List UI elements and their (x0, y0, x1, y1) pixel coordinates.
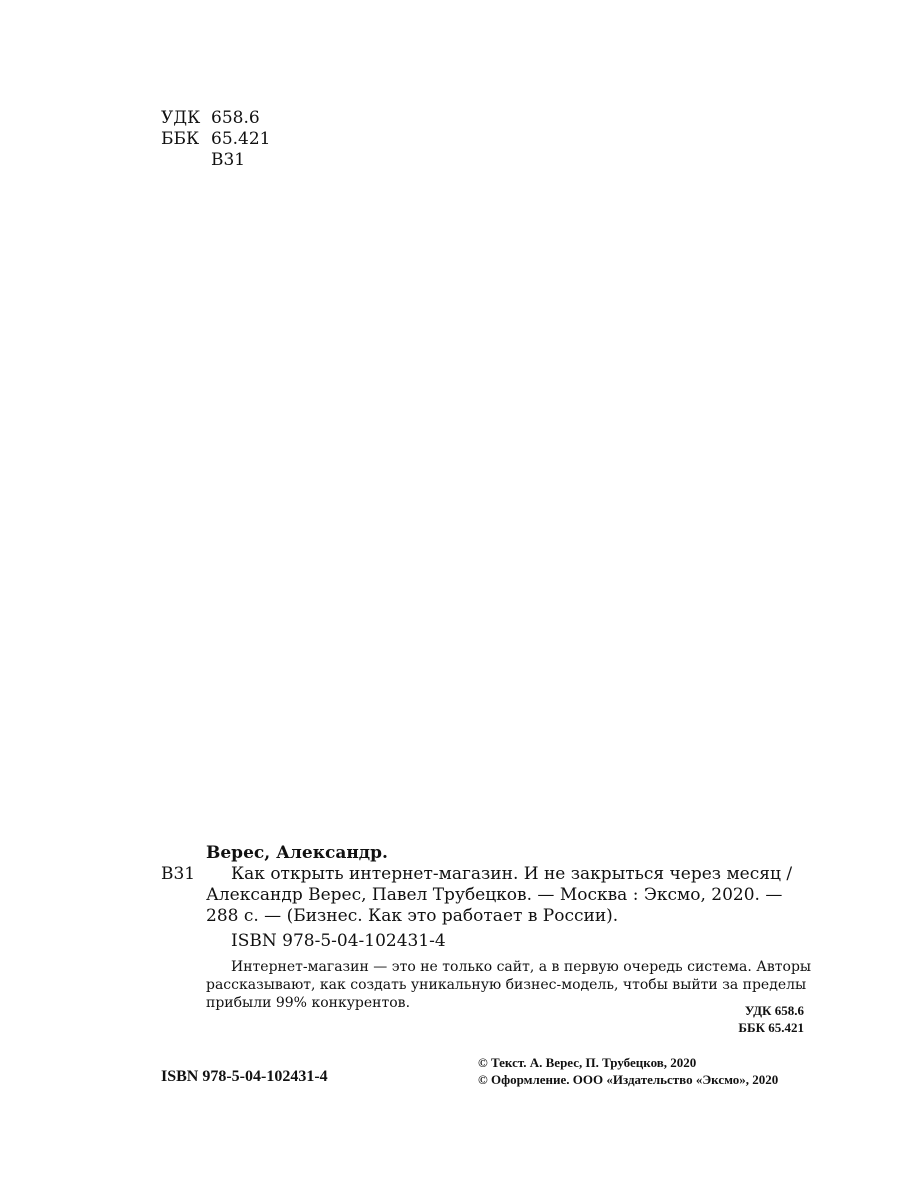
author-heading: Верес, Александр. (206, 843, 388, 863)
bbk-line (161, 128, 270, 150)
annotation-line-3: прибыли 99% конкурентов. (206, 995, 411, 1011)
udk-label: УДК (161, 108, 201, 128)
description-line-1: Как открыть интернет-магазин. И не закрыться через месяц / (231, 864, 793, 884)
bbk-code-right: ББК 65.421 (738, 1020, 804, 1035)
author-mark-top: В31 (211, 150, 246, 170)
copyright-design: © Оформление. ООО «Издательство «Эксмо», 2020 (478, 1072, 779, 1087)
description-line-3: 288 с. — (Бизнес. Как это работает в России). (206, 906, 619, 926)
description-line-2: Александр Верес, Павел Трубецков. — Москва : Эксмо, 2020. — (206, 885, 783, 905)
bbk-value: 65.421 (211, 129, 271, 149)
annotation-line-1: Интернет-магазин — это не только сайт, а в первую очередь система. Авторы (231, 959, 812, 975)
author-mark-record: В31 (161, 864, 196, 884)
copyright-text: © Текст. А. Верес, П. Трубецков, 2020 (478, 1055, 697, 1070)
udk-code-right: УДК 658.6 (744, 1003, 804, 1018)
udk-line (161, 107, 260, 129)
record-isbn: ISBN 978-5-04-102431-4 (231, 931, 446, 951)
bbk-label: ББК (161, 129, 200, 149)
annotation-line-2: рассказывают, как создать уникальную бизнес-модель, чтобы выйти за пределы (206, 977, 807, 993)
footer-isbn: ISBN 978-5-04-102431-4 (161, 1068, 328, 1085)
udk-value: 658.6 (211, 108, 260, 128)
